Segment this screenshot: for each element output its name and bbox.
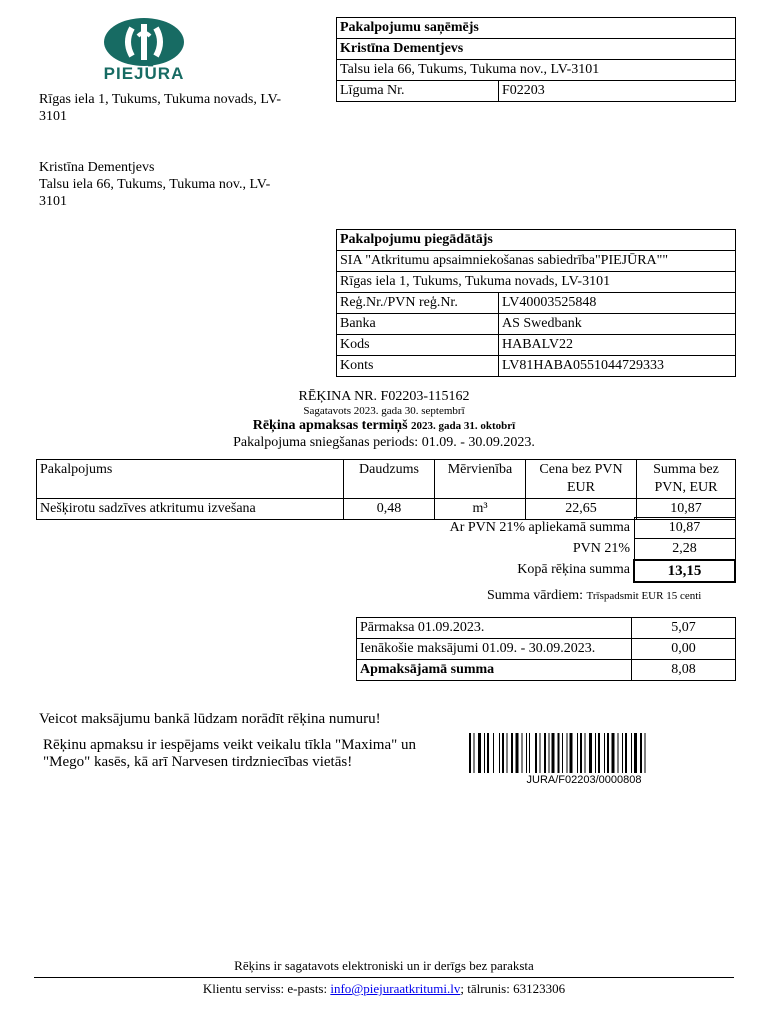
totals-table <box>633 517 736 583</box>
cash-note <box>43 737 416 771</box>
recipient-header: Pakalpojumu saņēmējs <box>337 18 736 39</box>
service-row-sum: 10,87 <box>637 499 736 520</box>
contract-label: Līguma Nr. <box>337 81 499 102</box>
balance-row-value: 5,07 <box>632 618 736 639</box>
service-row-unit: m³ <box>435 499 526 520</box>
recipient-address: Talsu iela 66, Tukums, Tukuma nov., LV-3101 <box>337 60 736 81</box>
footer-service-prefix: Klientu serviss: e-pasts: <box>202 981 328 996</box>
provider-address: Rīgas iela 1, Tukums, Tukuma novads, LV-3101 <box>337 272 736 293</box>
invoice-due-date: 2023. gada 31. oktobrī <box>411 420 516 432</box>
balance-table <box>356 617 736 681</box>
invoice-prepared: Sagatavots 2023. gada 30. septembrī <box>303 405 465 417</box>
balance-row-label: Pārmaksa 01.09.2023. <box>357 618 632 639</box>
bank-note: Veicot maksājumu bankā lūdzam norādīt rēķina numuru! <box>39 711 381 727</box>
company-logo <box>100 16 200 84</box>
cash-note-line2: "Mego" kasēs, kā arī Narvesen tirdzniecības vietās! <box>43 754 353 770</box>
service-row-qty: 0,48 <box>344 499 435 520</box>
services-header-unit: Mērvienība <box>435 460 526 499</box>
recipient-name: Kristīna Dementjevs <box>337 39 736 60</box>
customer-name: Kristīna Dementjevs <box>39 160 155 175</box>
cash-note-line1: Rēķinu apmaksu ir iespējams veikt veikalu tīkla "Maxima" un <box>43 737 417 753</box>
contract-value: F02203 <box>499 81 736 102</box>
barcode-text: JURA/F02203/0000808 <box>526 774 642 786</box>
provider-name: SIA "Atkritumu apsaimniekošanas sabiedrība"PIEJŪRA"" <box>337 251 736 272</box>
payable-label: Apmaksājamā summa <box>357 660 632 681</box>
services-header-sum: Summa bez PVN, EUR <box>637 460 736 499</box>
sum-words-value: Trīspadsmit EUR 15 centi <box>586 590 702 602</box>
provider-row-label: Banka <box>337 314 499 335</box>
services-header-service: Pakalpojums <box>37 460 344 499</box>
sum-in-words <box>487 587 701 605</box>
provider-row-value: AS Swedbank <box>499 314 736 335</box>
footer-email-link[interactable]: info@piejuraatkritumi.lv <box>330 981 461 996</box>
vat-value: 2,28 <box>634 539 735 561</box>
vat-label: PVN 21% <box>572 541 630 556</box>
footer-contact <box>0 981 768 997</box>
payable-value: 8,08 <box>632 660 736 681</box>
barcode-bars <box>469 733 699 773</box>
invoice-due-label: Rēķina apmaksas termiņš <box>252 418 408 433</box>
services-header-price: Cena bez PVN EUR <box>526 460 637 499</box>
provider-row-label: Kods <box>337 335 499 356</box>
logo-icon <box>102 16 186 68</box>
provider-row-value: LV81HABA0551044729333 <box>499 356 736 377</box>
customer-address-line1: Talsu iela 66, Tukums, Tukuma nov., LV- <box>39 177 271 192</box>
footer-divider <box>34 977 734 978</box>
provider-table <box>336 229 736 377</box>
customer-address <box>39 159 270 210</box>
services-header-qty: Daudzums <box>344 460 435 499</box>
footer-phone: ; tālrunis: 63123306 <box>460 981 566 996</box>
balance-row-value: 0,00 <box>632 639 736 660</box>
company-address-line2: 3101 <box>39 109 67 124</box>
recipient-table <box>336 17 736 102</box>
taxable-label: Ar PVN 21% apliekamā summa <box>449 520 630 535</box>
provider-row-label: Reģ.Nr./PVN reģ.Nr. <box>337 293 499 314</box>
company-address-line1: Rīgas iela 1, Tukums, Tukuma novads, LV- <box>39 92 282 107</box>
balance-row-label: Ienākošie maksājumi 01.09. - 30.09.2023. <box>357 639 632 660</box>
service-row-price: 22,65 <box>526 499 637 520</box>
footer-electronic-note: Rēķins ir sagatavots elektroniski un ir derīgs bez paraksta <box>234 958 534 973</box>
provider-row-value: HABALV22 <box>499 335 736 356</box>
invoice-title: RĒĶINA NR. F02203-115162 <box>298 389 470 404</box>
service-row-name: Nešķirotu sadzīves atkritumu izvešana <box>37 499 344 520</box>
provider-row-value: LV40003525848 <box>499 293 736 314</box>
services-table <box>36 459 736 520</box>
company-address <box>39 91 281 125</box>
provider-header: Pakalpojumu piegādātājs <box>337 230 736 251</box>
taxable-value: 10,87 <box>634 518 735 539</box>
provider-row-label: Konts <box>337 356 499 377</box>
invoice-title-block <box>0 389 768 451</box>
invoice-period: Pakalpojuma sniegšanas periods: 01.09. - 30.09.2023. <box>233 435 535 450</box>
total-value: 13,15 <box>634 560 735 582</box>
barcode <box>469 733 699 789</box>
invoice-due <box>0 417 768 435</box>
customer-address-line2: 3101 <box>39 194 67 209</box>
total-label: Kopā rēķina summa <box>517 562 630 577</box>
sum-words-label: Summa vārdiem: <box>487 588 584 603</box>
logo-text: PIEJŪRA <box>103 64 185 83</box>
